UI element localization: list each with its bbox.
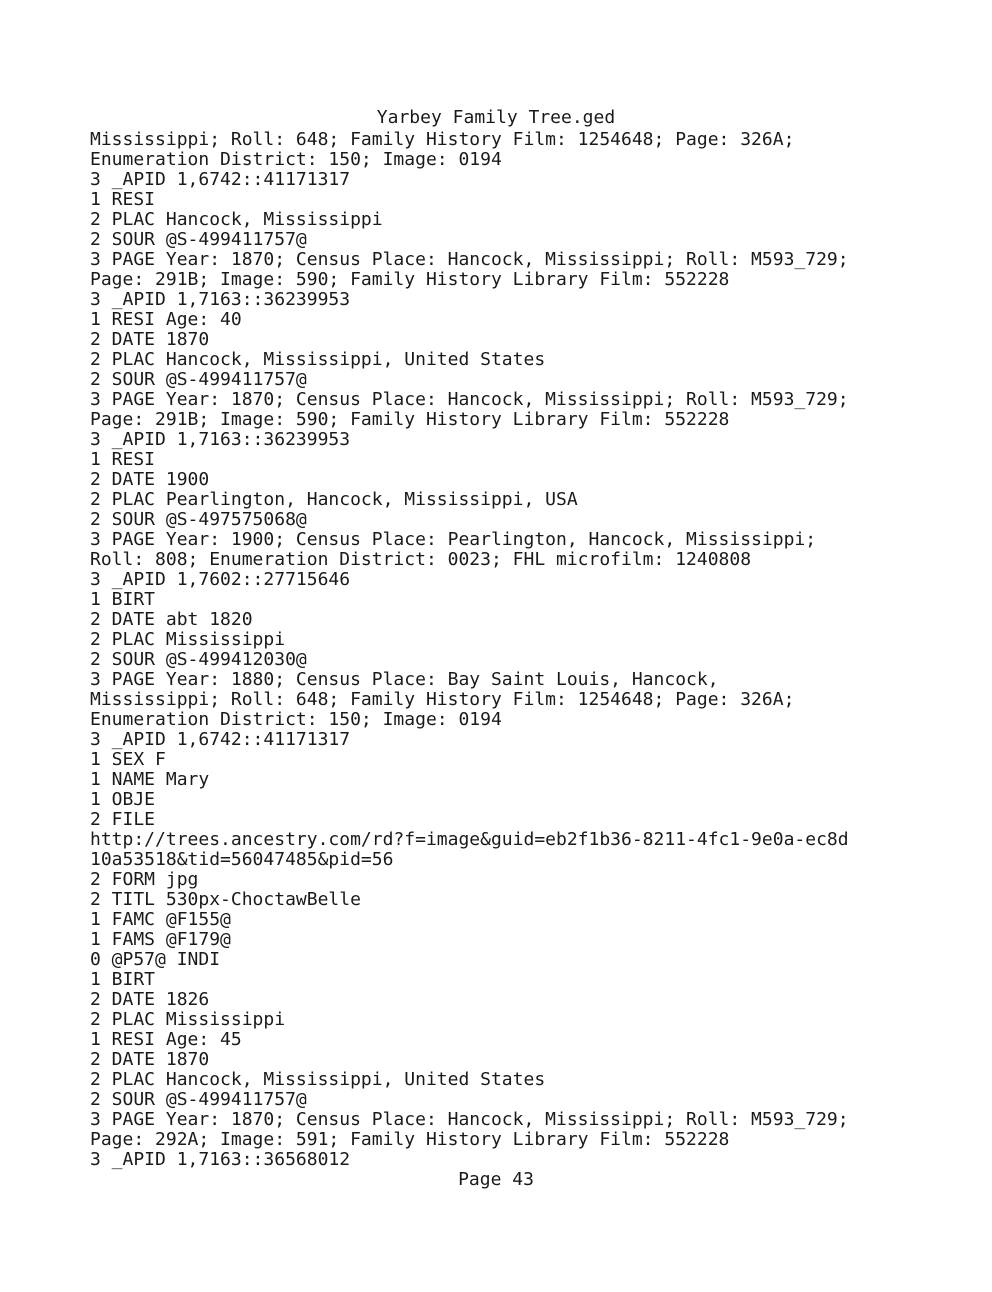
text-line: 1 FAMS @F179@ (90, 929, 231, 950)
text-line: 3 PAGE Year: 1870; Census Place: Hancock, Mississippi; Roll: M593_729; (90, 1109, 849, 1130)
text-line: 1 RESI (90, 449, 156, 470)
text-line: Page: 291B; Image: 590; Family History Library Film: 552228 (90, 269, 730, 290)
text-line: 2 DATE 1826 (90, 989, 210, 1010)
text-line: 3 _APID 1,7602::27715646 (90, 569, 351, 590)
text-line: Mississippi; Roll: 648; Family History Film: 1254648; Page: 326A; (90, 129, 795, 150)
text-line: 1 BIRT (90, 969, 156, 990)
text-line: 1 RESI Age: 45 (90, 1029, 242, 1050)
text-line: 1 NAME Mary (90, 769, 210, 790)
text-line: 2 SOUR @S-499411757@ (90, 229, 307, 250)
document-header-title: Yarbey Family Tree.ged (376, 107, 616, 128)
text-line: 2 SOUR @S-499411757@ (90, 369, 307, 390)
text-line: 1 RESI (90, 189, 156, 210)
text-line: 2 SOUR @S-499412030@ (90, 649, 307, 670)
text-line: 10a53518&tid=56047485&pid=56 (90, 849, 394, 870)
text-line: Page: 291B; Image: 590; Family History Library Film: 552228 (90, 409, 730, 430)
text-line: 1 FAMC @F155@ (90, 909, 231, 930)
text-line: 3 PAGE Year: 1870; Census Place: Hancock, Mississippi; Roll: M593_729; (90, 249, 849, 270)
text-line: 2 DATE 1870 (90, 329, 210, 350)
text-line: 3 _APID 1,7163::36239953 (90, 429, 351, 450)
text-line: 2 TITL 530px-ChoctawBelle (90, 889, 361, 910)
text-line: 2 PLAC Hancock, Mississippi, United States (90, 1069, 546, 1090)
text-line: 1 BIRT (90, 589, 156, 610)
text-line: Page: 292A; Image: 591; Family History Library Film: 552228 (90, 1129, 730, 1150)
text-line: 1 RESI Age: 40 (90, 309, 242, 330)
text-line: 2 SOUR @S-499411757@ (90, 1089, 307, 1110)
text-line: Mississippi; Roll: 648; Family History Film: 1254648; Page: 326A; (90, 689, 795, 710)
text-line: 3 PAGE Year: 1870; Census Place: Hancock, Mississippi; Roll: M593_729; (90, 389, 849, 410)
text-line: 2 FILE (90, 809, 156, 830)
text-line: 1 SEX F (90, 749, 166, 770)
text-line: 2 PLAC Hancock, Mississippi (90, 209, 383, 230)
text-line: Roll: 808; Enumeration District: 0023; FHL microfilm: 1240808 (90, 549, 752, 570)
text-line: 2 PLAC Mississippi (90, 1009, 286, 1030)
text-line: 2 PLAC Hancock, Mississippi, United States (90, 349, 546, 370)
text-line: 0 @P57@ INDI (90, 949, 221, 970)
text-line: 3 _APID 1,6742::41171317 (90, 729, 351, 750)
text-line: 3 _APID 1,7163::36239953 (90, 289, 351, 310)
text-line: 2 DATE abt 1820 (90, 609, 253, 630)
text-line: http://trees.ancestry.com/rd?f=image&guid=eb2f1b36-8211-4fc1-9e0a-ec8d (90, 829, 849, 850)
text-line: Enumeration District: 150; Image: 0194 (90, 149, 502, 170)
text-line: 1 OBJE (90, 789, 156, 810)
text-line: 3 _APID 1,7163::36568012 (90, 1149, 351, 1170)
text-line: 2 DATE 1870 (90, 1049, 210, 1070)
text-line: 3 PAGE Year: 1900; Census Place: Pearlington, Hancock, Mississippi; (90, 529, 817, 550)
text-line: 3 PAGE Year: 1880; Census Place: Bay Saint Louis, Hancock, (90, 669, 719, 690)
text-line: Enumeration District: 150; Image: 0194 (90, 709, 502, 730)
text-line: 2 SOUR @S-497575068@ (90, 509, 307, 530)
page-number: Page 43 (458, 1169, 534, 1190)
text-line: 2 FORM jpg (90, 869, 199, 890)
text-line: 2 PLAC Mississippi (90, 629, 286, 650)
text-line: 2 PLAC Pearlington, Hancock, Mississippi, USA (90, 489, 578, 510)
text-line: 2 DATE 1900 (90, 469, 210, 490)
document-body (90, 130, 950, 1170)
text-line: 3 _APID 1,6742::41171317 (90, 169, 351, 190)
